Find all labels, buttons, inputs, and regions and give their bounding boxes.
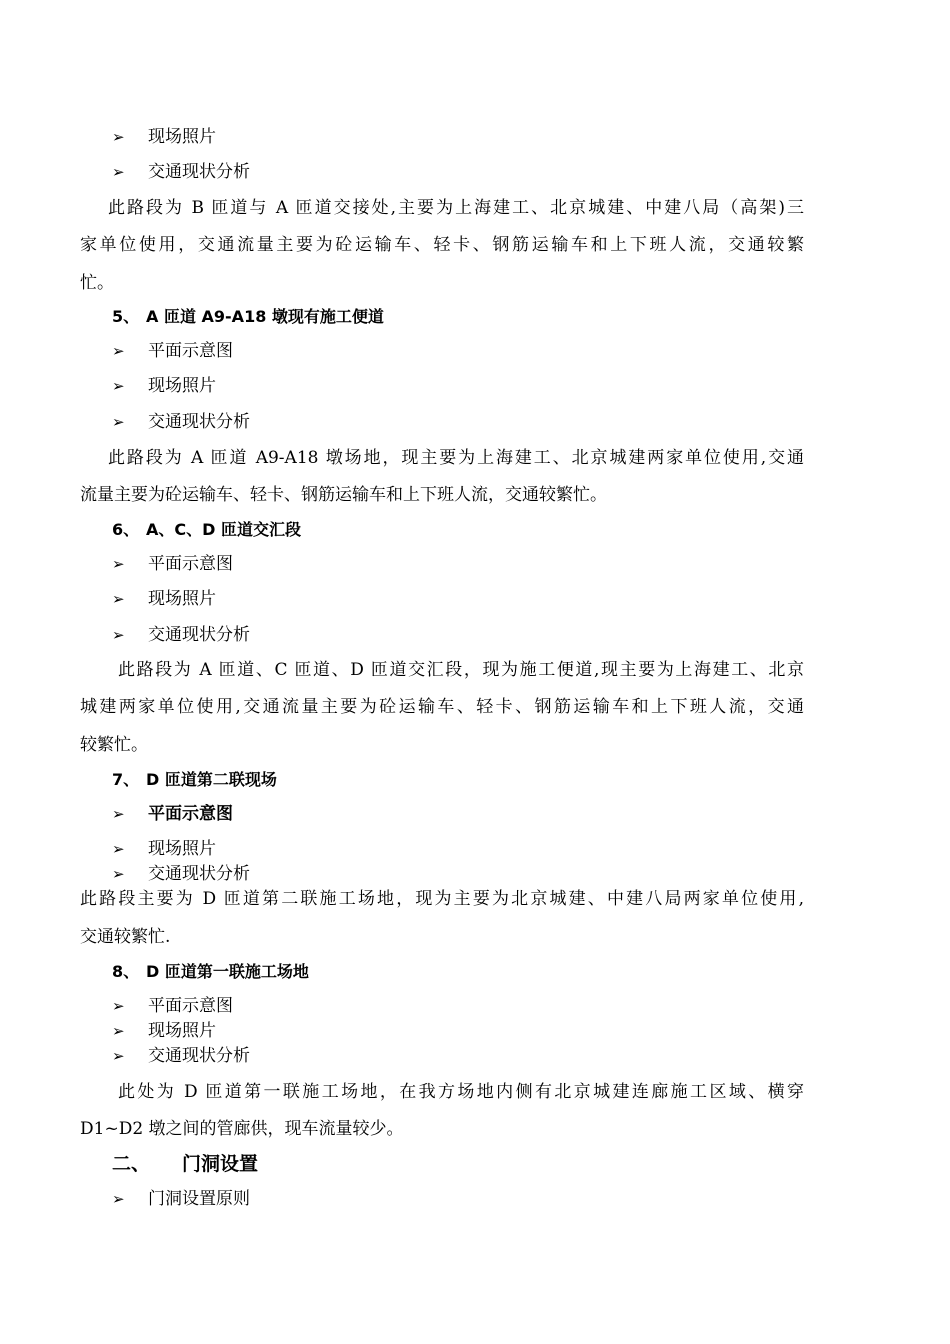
section-title: A、C、D 匝道交汇段 [146,520,301,539]
bullet-text: 交通现状分析 [148,162,250,182]
chapter-number: 二、 [112,1153,151,1175]
paragraph-line: 此路段为 A 匝道、C 匝道、D 匝道交汇段，现为施工便道,现主要为上海建工、北京 [118,660,804,680]
bullet-text: 现场照片 [148,1021,216,1041]
arrow-bullet-icon: ➢ [112,555,125,573]
paragraph-line: 城建两家单位使用,交通流量主要为砼运输车、轻卡、钢筋运输车和上下班人流，交通 [80,697,804,717]
arrow-bullet-icon: ➢ [112,840,125,858]
bullet-item [112,588,216,610]
chapter-heading [112,1151,258,1177]
arrow-bullet-icon: ➢ [112,1047,125,1065]
bullet-text: 现场照片 [148,127,216,147]
bullet-text: 门洞设置原则 [148,1189,250,1209]
bullet-text: 平面示意图 [148,804,233,824]
section-number: 7、 [112,770,140,789]
section-title: A 匝道 A9-A18 墩现有施工便道 [146,307,384,326]
bullet-text: 现场照片 [148,589,216,609]
paragraph-line: 此路段主要为 D 匝道第二联施工场地，现为主要为北京城建、中建八局两家单位使用, [80,889,804,909]
arrow-bullet-icon: ➢ [112,805,125,823]
section-title: D 匝道第二联现场 [146,770,277,789]
bullet-text: 交通现状分析 [148,1046,250,1066]
arrow-bullet-icon: ➢ [112,626,125,644]
bullet-item [112,803,233,825]
bullet-item [112,838,216,860]
bullet-item [112,995,233,1017]
bullet-item [112,1020,216,1042]
arrow-bullet-icon: ➢ [112,163,125,181]
bullet-item [112,411,250,433]
bullet-item [112,553,233,575]
arrow-bullet-icon: ➢ [112,342,125,360]
arrow-bullet-icon: ➢ [112,1022,125,1040]
paragraph-line: 交通较繁忙. [80,927,171,947]
arrow-bullet-icon: ➢ [112,865,125,883]
bullet-text: 平面示意图 [148,554,233,574]
bullet-text: 交通现状分析 [148,864,250,884]
bullet-text: 现场照片 [148,839,216,859]
paragraph-line: 家单位使用，交通流量主要为砼运输车、轻卡、钢筋运输车和上下班人流，交通较繁 [80,235,804,255]
paragraph-line: 流量主要为砼运输车、轻卡、钢筋运输车和上下班人流，交通较繁忙。 [80,485,607,505]
arrow-bullet-icon: ➢ [112,590,125,608]
bullet-item [112,340,233,362]
section-number: 5、 [112,307,140,326]
paragraph-line: 忙。 [80,273,114,293]
bullet-text: 现场照片 [148,376,216,396]
paragraph-line: 此路段为 A 匝道 A9-A18 墩场地，现主要为上海建工、北京城建两家单位使用,交通 [108,448,804,468]
arrow-bullet-icon: ➢ [112,377,125,395]
section-heading [112,519,301,541]
arrow-bullet-icon: ➢ [112,997,125,1015]
paragraph-line: D1~D2 墩之间的管廊供，现车流量较少。 [80,1119,404,1139]
section-heading [112,769,277,791]
bullet-item [112,624,250,646]
bullet-item [112,1188,250,1210]
bullet-item [112,126,216,148]
bullet-text: 交通现状分析 [148,412,250,432]
bullet-text: 平面示意图 [148,996,233,1016]
bullet-text: 平面示意图 [148,341,233,361]
arrow-bullet-icon: ➢ [112,1190,125,1208]
section-title: D 匝道第一联施工场地 [146,962,309,981]
bullet-item [112,1045,250,1067]
chapter-title: 门洞设置 [182,1153,259,1175]
section-number: 6、 [112,520,140,539]
bullet-item [112,375,216,397]
section-heading [112,961,309,983]
arrow-bullet-icon: ➢ [112,413,125,431]
bullet-text: 交通现状分析 [148,625,250,645]
paragraph-line: 较繁忙。 [80,735,148,755]
arrow-bullet-icon: ➢ [112,128,125,146]
bullet-item [112,161,250,183]
section-heading [112,306,384,328]
bullet-item [112,863,250,885]
section-number: 8、 [112,962,140,981]
paragraph-line: 此处为 D 匝道第一联施工场地，在我方场地内侧有北京城建连廊施工区域、横穿 [118,1082,804,1102]
paragraph-line: 此路段为 B 匝道与 A 匝道交接处,主要为上海建工、北京城建、中建八局（高架)三 [108,198,804,218]
